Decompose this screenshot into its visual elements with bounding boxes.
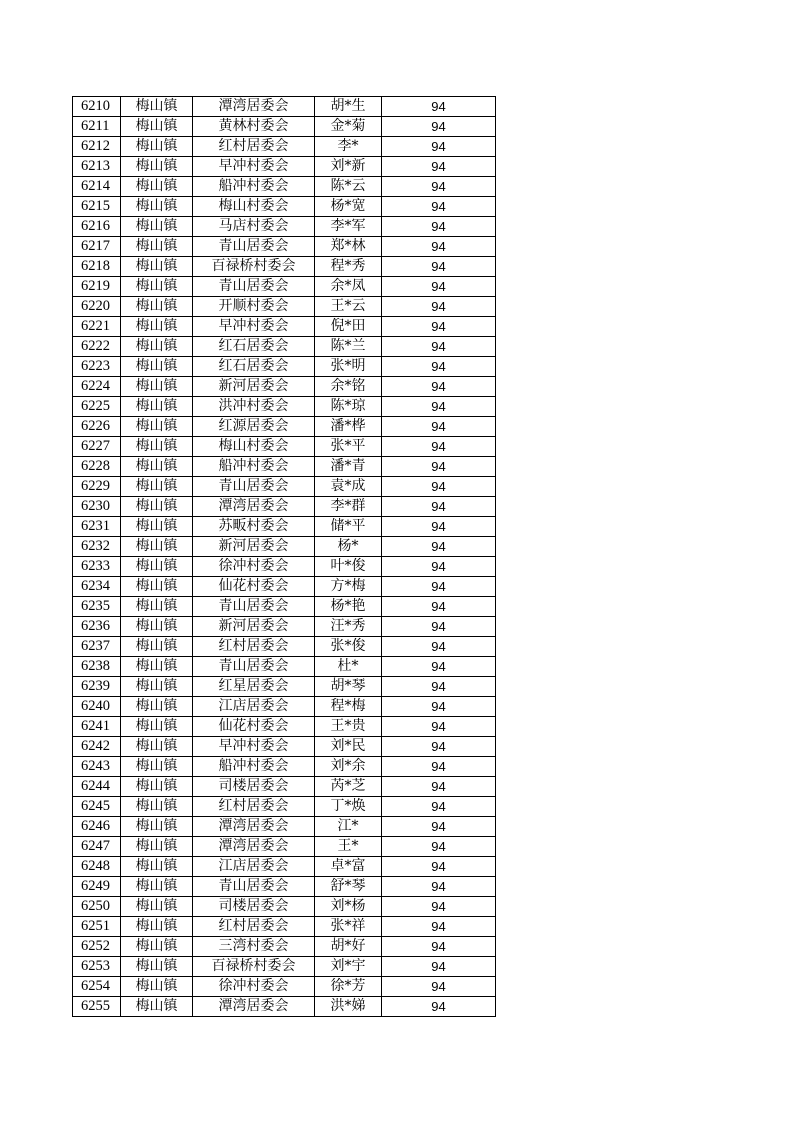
town-cell: 梅山镇 — [121, 857, 193, 877]
score-cell: 94 — [382, 857, 496, 877]
village-committee-cell: 红石居委会 — [193, 337, 315, 357]
village-committee-cell: 船冲村委会 — [193, 757, 315, 777]
village-committee-cell: 新河居委会 — [193, 377, 315, 397]
village-committee-cell: 早冲村委会 — [193, 737, 315, 757]
village-committee-cell: 苏畈村委会 — [193, 517, 315, 537]
person-name-cell: 张*明 — [315, 357, 382, 377]
row-number-cell: 6255 — [73, 997, 121, 1017]
row-number-cell: 6241 — [73, 717, 121, 737]
town-cell: 梅山镇 — [121, 777, 193, 797]
village-committee-cell: 红村居委会 — [193, 917, 315, 937]
score-cell: 94 — [382, 517, 496, 537]
score-cell: 94 — [382, 577, 496, 597]
person-name-cell: 余*铭 — [315, 377, 382, 397]
row-number-cell: 6253 — [73, 957, 121, 977]
person-name-cell: 李*军 — [315, 217, 382, 237]
table-row — [73, 257, 496, 277]
town-cell: 梅山镇 — [121, 97, 193, 117]
row-number-cell: 6247 — [73, 837, 121, 857]
table-row — [73, 277, 496, 297]
row-number-cell: 6222 — [73, 337, 121, 357]
town-cell: 梅山镇 — [121, 197, 193, 217]
village-committee-cell: 青山居委会 — [193, 277, 315, 297]
row-number-cell: 6228 — [73, 457, 121, 477]
row-number-cell: 6248 — [73, 857, 121, 877]
table-row — [73, 917, 496, 937]
village-committee-cell: 百禄桥村委会 — [193, 957, 315, 977]
person-name-cell: 潘*桦 — [315, 417, 382, 437]
table-row — [73, 537, 496, 557]
person-name-cell: 芮*芝 — [315, 777, 382, 797]
village-committee-cell: 船冲村委会 — [193, 457, 315, 477]
score-cell: 94 — [382, 757, 496, 777]
town-cell: 梅山镇 — [121, 897, 193, 917]
table-row — [73, 477, 496, 497]
table-row — [73, 117, 496, 137]
person-name-cell: 刘*杨 — [315, 897, 382, 917]
town-cell: 梅山镇 — [121, 757, 193, 777]
table-row — [73, 657, 496, 677]
town-cell: 梅山镇 — [121, 417, 193, 437]
score-cell: 94 — [382, 197, 496, 217]
row-number-cell: 6240 — [73, 697, 121, 717]
village-committee-cell: 青山居委会 — [193, 877, 315, 897]
town-cell: 梅山镇 — [121, 357, 193, 377]
person-name-cell: 金*菊 — [315, 117, 382, 137]
row-number-cell: 6239 — [73, 677, 121, 697]
score-cell: 94 — [382, 317, 496, 337]
row-number-cell: 6242 — [73, 737, 121, 757]
village-committee-cell: 红星居委会 — [193, 677, 315, 697]
table-row — [73, 157, 496, 177]
person-name-cell: 张*平 — [315, 437, 382, 457]
town-cell: 梅山镇 — [121, 597, 193, 617]
row-number-cell: 6224 — [73, 377, 121, 397]
score-cell: 94 — [382, 557, 496, 577]
person-name-cell: 舒*琴 — [315, 877, 382, 897]
row-number-cell: 6250 — [73, 897, 121, 917]
row-number-cell: 6230 — [73, 497, 121, 517]
town-cell: 梅山镇 — [121, 557, 193, 577]
village-committee-cell: 江店居委会 — [193, 697, 315, 717]
person-name-cell: 杨* — [315, 537, 382, 557]
person-name-cell: 陈*琼 — [315, 397, 382, 417]
row-number-cell: 6210 — [73, 97, 121, 117]
table-row — [73, 177, 496, 197]
table-row — [73, 577, 496, 597]
village-committee-cell: 徐冲村委会 — [193, 977, 315, 997]
village-committee-cell: 船冲村委会 — [193, 177, 315, 197]
row-number-cell: 6214 — [73, 177, 121, 197]
village-committee-cell: 马店村委会 — [193, 217, 315, 237]
person-name-cell: 叶*俊 — [315, 557, 382, 577]
town-cell: 梅山镇 — [121, 617, 193, 637]
score-cell: 94 — [382, 837, 496, 857]
table-row — [73, 997, 496, 1017]
score-cell: 94 — [382, 457, 496, 477]
person-name-cell: 丁*焕 — [315, 797, 382, 817]
village-committee-cell: 红村居委会 — [193, 797, 315, 817]
village-committee-cell: 潭湾居委会 — [193, 497, 315, 517]
row-number-cell: 6231 — [73, 517, 121, 537]
town-cell: 梅山镇 — [121, 717, 193, 737]
town-cell: 梅山镇 — [121, 937, 193, 957]
table-row — [73, 777, 496, 797]
village-committee-cell: 红源居委会 — [193, 417, 315, 437]
score-cell: 94 — [382, 497, 496, 517]
person-name-cell: 王*云 — [315, 297, 382, 317]
town-cell: 梅山镇 — [121, 237, 193, 257]
person-name-cell: 胡*生 — [315, 97, 382, 117]
town-cell: 梅山镇 — [121, 377, 193, 397]
score-cell: 94 — [382, 297, 496, 317]
table-row — [73, 697, 496, 717]
town-cell: 梅山镇 — [121, 957, 193, 977]
village-committee-cell: 早冲村委会 — [193, 317, 315, 337]
roster-table-body — [73, 97, 496, 1017]
table-row — [73, 337, 496, 357]
table-row — [73, 197, 496, 217]
person-name-cell: 程*梅 — [315, 697, 382, 717]
table-row — [73, 457, 496, 477]
person-name-cell: 倪*田 — [315, 317, 382, 337]
town-cell: 梅山镇 — [121, 117, 193, 137]
village-committee-cell: 江店居委会 — [193, 857, 315, 877]
score-cell: 94 — [382, 597, 496, 617]
score-cell: 94 — [382, 777, 496, 797]
table-row — [73, 737, 496, 757]
row-number-cell: 6236 — [73, 617, 121, 637]
score-cell: 94 — [382, 797, 496, 817]
row-number-cell: 6212 — [73, 137, 121, 157]
table-row — [73, 217, 496, 237]
score-cell: 94 — [382, 137, 496, 157]
town-cell: 梅山镇 — [121, 457, 193, 477]
village-committee-cell: 潭湾居委会 — [193, 997, 315, 1017]
table-row — [73, 617, 496, 637]
town-cell: 梅山镇 — [121, 537, 193, 557]
score-cell: 94 — [382, 117, 496, 137]
town-cell: 梅山镇 — [121, 737, 193, 757]
table-row — [73, 677, 496, 697]
row-number-cell: 6238 — [73, 657, 121, 677]
person-name-cell: 卓*富 — [315, 857, 382, 877]
score-cell: 94 — [382, 377, 496, 397]
town-cell: 梅山镇 — [121, 977, 193, 997]
town-cell: 梅山镇 — [121, 877, 193, 897]
town-cell: 梅山镇 — [121, 517, 193, 537]
person-name-cell: 潘*青 — [315, 457, 382, 477]
score-cell: 94 — [382, 357, 496, 377]
row-number-cell: 6243 — [73, 757, 121, 777]
person-name-cell: 杨*宽 — [315, 197, 382, 217]
score-cell: 94 — [382, 417, 496, 437]
village-committee-cell: 仙花村委会 — [193, 717, 315, 737]
table-row — [73, 957, 496, 977]
town-cell: 梅山镇 — [121, 177, 193, 197]
row-number-cell: 6215 — [73, 197, 121, 217]
table-row — [73, 97, 496, 117]
person-name-cell: 胡*好 — [315, 937, 382, 957]
score-cell: 94 — [382, 237, 496, 257]
score-cell: 94 — [382, 737, 496, 757]
row-number-cell: 6249 — [73, 877, 121, 897]
town-cell: 梅山镇 — [121, 697, 193, 717]
person-name-cell: 胡*琴 — [315, 677, 382, 697]
row-number-cell: 6219 — [73, 277, 121, 297]
person-name-cell: 张*俊 — [315, 637, 382, 657]
person-name-cell: 江* — [315, 817, 382, 837]
person-name-cell: 刘*宇 — [315, 957, 382, 977]
row-number-cell: 6246 — [73, 817, 121, 837]
person-name-cell: 刘*民 — [315, 737, 382, 757]
person-name-cell: 郑*林 — [315, 237, 382, 257]
row-number-cell: 6220 — [73, 297, 121, 317]
village-committee-cell: 徐冲村委会 — [193, 557, 315, 577]
score-cell: 94 — [382, 717, 496, 737]
person-name-cell: 陈*兰 — [315, 337, 382, 357]
score-cell: 94 — [382, 217, 496, 237]
table-row — [73, 857, 496, 877]
table-row — [73, 757, 496, 777]
row-number-cell: 6226 — [73, 417, 121, 437]
score-cell: 94 — [382, 997, 496, 1017]
score-cell: 94 — [382, 397, 496, 417]
person-name-cell: 杨*艳 — [315, 597, 382, 617]
table-row — [73, 897, 496, 917]
score-cell: 94 — [382, 657, 496, 677]
table-row — [73, 497, 496, 517]
village-committee-cell: 红石居委会 — [193, 357, 315, 377]
score-cell: 94 — [382, 897, 496, 917]
person-name-cell: 方*梅 — [315, 577, 382, 597]
village-committee-cell: 青山居委会 — [193, 657, 315, 677]
table-row — [73, 717, 496, 737]
village-committee-cell: 开顺村委会 — [193, 297, 315, 317]
row-number-cell: 6233 — [73, 557, 121, 577]
row-number-cell: 6211 — [73, 117, 121, 137]
village-committee-cell: 三湾村委会 — [193, 937, 315, 957]
table-row — [73, 297, 496, 317]
person-name-cell: 王*贵 — [315, 717, 382, 737]
score-cell: 94 — [382, 637, 496, 657]
table-row — [73, 417, 496, 437]
village-committee-cell: 新河居委会 — [193, 537, 315, 557]
row-number-cell: 6225 — [73, 397, 121, 417]
row-number-cell: 6229 — [73, 477, 121, 497]
village-committee-cell: 黄林村委会 — [193, 117, 315, 137]
row-number-cell: 6235 — [73, 597, 121, 617]
village-committee-cell: 青山居委会 — [193, 237, 315, 257]
village-committee-cell: 司楼居委会 — [193, 897, 315, 917]
score-cell: 94 — [382, 277, 496, 297]
person-name-cell: 王* — [315, 837, 382, 857]
table-row — [73, 937, 496, 957]
town-cell: 梅山镇 — [121, 637, 193, 657]
person-name-cell: 李* — [315, 137, 382, 157]
village-committee-cell: 新河居委会 — [193, 617, 315, 637]
table-row — [73, 137, 496, 157]
table-row — [73, 837, 496, 857]
village-committee-cell: 仙花村委会 — [193, 577, 315, 597]
roster-table — [72, 96, 496, 1017]
person-name-cell: 储*平 — [315, 517, 382, 537]
town-cell: 梅山镇 — [121, 477, 193, 497]
table-row — [73, 817, 496, 837]
person-name-cell: 陈*云 — [315, 177, 382, 197]
person-name-cell: 徐*芳 — [315, 977, 382, 997]
town-cell: 梅山镇 — [121, 397, 193, 417]
village-committee-cell: 红村居委会 — [193, 637, 315, 657]
town-cell: 梅山镇 — [121, 837, 193, 857]
table-row — [73, 977, 496, 997]
row-number-cell: 6254 — [73, 977, 121, 997]
score-cell: 94 — [382, 937, 496, 957]
town-cell: 梅山镇 — [121, 817, 193, 837]
village-committee-cell: 潭湾居委会 — [193, 837, 315, 857]
score-cell: 94 — [382, 157, 496, 177]
town-cell: 梅山镇 — [121, 437, 193, 457]
table-row — [73, 397, 496, 417]
town-cell: 梅山镇 — [121, 217, 193, 237]
table-row — [73, 597, 496, 617]
row-number-cell: 6232 — [73, 537, 121, 557]
person-name-cell: 程*秀 — [315, 257, 382, 277]
town-cell: 梅山镇 — [121, 797, 193, 817]
score-cell: 94 — [382, 537, 496, 557]
town-cell: 梅山镇 — [121, 657, 193, 677]
village-committee-cell: 早冲村委会 — [193, 157, 315, 177]
row-number-cell: 6221 — [73, 317, 121, 337]
row-number-cell: 6237 — [73, 637, 121, 657]
village-committee-cell: 青山居委会 — [193, 477, 315, 497]
town-cell: 梅山镇 — [121, 577, 193, 597]
person-name-cell: 李*群 — [315, 497, 382, 517]
table-row — [73, 377, 496, 397]
row-number-cell: 6251 — [73, 917, 121, 937]
table-row — [73, 317, 496, 337]
village-committee-cell: 梅山村委会 — [193, 437, 315, 457]
village-committee-cell: 红村居委会 — [193, 137, 315, 157]
person-name-cell: 杜* — [315, 657, 382, 677]
town-cell: 梅山镇 — [121, 277, 193, 297]
table-row — [73, 237, 496, 257]
table-row — [73, 797, 496, 817]
table-row — [73, 637, 496, 657]
score-cell: 94 — [382, 617, 496, 637]
row-number-cell: 6218 — [73, 257, 121, 277]
row-number-cell: 6216 — [73, 217, 121, 237]
town-cell: 梅山镇 — [121, 137, 193, 157]
table-row — [73, 557, 496, 577]
score-cell: 94 — [382, 877, 496, 897]
town-cell: 梅山镇 — [121, 497, 193, 517]
town-cell: 梅山镇 — [121, 257, 193, 277]
table-row — [73, 357, 496, 377]
person-name-cell: 袁*成 — [315, 477, 382, 497]
village-committee-cell: 洪冲村委会 — [193, 397, 315, 417]
town-cell: 梅山镇 — [121, 337, 193, 357]
table-row — [73, 517, 496, 537]
score-cell: 94 — [382, 477, 496, 497]
town-cell: 梅山镇 — [121, 317, 193, 337]
village-committee-cell: 潭湾居委会 — [193, 817, 315, 837]
score-cell: 94 — [382, 677, 496, 697]
village-committee-cell: 潭湾居委会 — [193, 97, 315, 117]
row-number-cell: 6252 — [73, 937, 121, 957]
score-cell: 94 — [382, 177, 496, 197]
table-row — [73, 877, 496, 897]
score-cell: 94 — [382, 437, 496, 457]
village-committee-cell: 梅山村委会 — [193, 197, 315, 217]
score-cell: 94 — [382, 257, 496, 277]
table-row — [73, 437, 496, 457]
person-name-cell: 刘*余 — [315, 757, 382, 777]
row-number-cell: 6244 — [73, 777, 121, 797]
score-cell: 94 — [382, 337, 496, 357]
row-number-cell: 6234 — [73, 577, 121, 597]
town-cell: 梅山镇 — [121, 917, 193, 937]
row-number-cell: 6217 — [73, 237, 121, 257]
person-name-cell: 余*凤 — [315, 277, 382, 297]
row-number-cell: 6213 — [73, 157, 121, 177]
village-committee-cell: 青山居委会 — [193, 597, 315, 617]
row-number-cell: 6227 — [73, 437, 121, 457]
person-name-cell: 刘*新 — [315, 157, 382, 177]
score-cell: 94 — [382, 977, 496, 997]
town-cell: 梅山镇 — [121, 997, 193, 1017]
score-cell: 94 — [382, 957, 496, 977]
score-cell: 94 — [382, 697, 496, 717]
row-number-cell: 6223 — [73, 357, 121, 377]
town-cell: 梅山镇 — [121, 297, 193, 317]
town-cell: 梅山镇 — [121, 677, 193, 697]
person-name-cell: 洪*娣 — [315, 997, 382, 1017]
village-committee-cell: 百禄桥村委会 — [193, 257, 315, 277]
score-cell: 94 — [382, 97, 496, 117]
village-committee-cell: 司楼居委会 — [193, 777, 315, 797]
person-name-cell: 张*祥 — [315, 917, 382, 937]
score-cell: 94 — [382, 917, 496, 937]
score-cell: 94 — [382, 817, 496, 837]
town-cell: 梅山镇 — [121, 157, 193, 177]
row-number-cell: 6245 — [73, 797, 121, 817]
person-name-cell: 汪*秀 — [315, 617, 382, 637]
